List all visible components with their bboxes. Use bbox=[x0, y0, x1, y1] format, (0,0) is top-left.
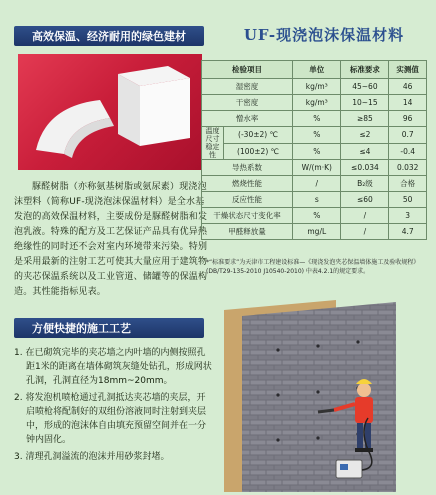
cell-group-dimension-stability: 温度尺寸稳定性 bbox=[202, 127, 224, 160]
cell-unit: % bbox=[293, 143, 341, 160]
cell-standard: 45~60 bbox=[341, 79, 389, 95]
table-row bbox=[202, 79, 427, 95]
cell-unit: mg/L bbox=[293, 224, 341, 240]
list-item: 3. 清理孔洞溢流的泡沫并用砂浆封堵。 bbox=[14, 452, 170, 462]
cell-standard: 10~15 bbox=[341, 95, 389, 111]
table-row bbox=[202, 176, 427, 192]
cell-item: 湿密度 bbox=[202, 79, 293, 95]
cell-item: (-30±2) ℃ bbox=[224, 127, 293, 144]
header-measured: 实测值 bbox=[389, 61, 427, 79]
construction-steps bbox=[14, 346, 212, 467]
list-item: 1. 在已砌筑完毕的夹芯墙之内叶墙的内侧按照孔距1米的距离在墙体砌筑灰缝处钻孔，形成网状孔洞，孔洞直径为18mm~20mm。 bbox=[14, 348, 212, 386]
cell-unit: W/(m·K) bbox=[293, 160, 341, 176]
cell-unit: % bbox=[293, 127, 341, 144]
cell-measured: 3 bbox=[389, 208, 427, 224]
header-standard: 标准要求 bbox=[341, 61, 389, 79]
cell-item: 甲醛释放量 bbox=[202, 224, 293, 240]
cell-standard: ≤0.034 bbox=[341, 160, 389, 176]
cell-measured: 合格 bbox=[389, 176, 427, 192]
cell-item: 干燥状态尺寸变化率 bbox=[202, 208, 293, 224]
header-item: 检验项目 bbox=[202, 61, 293, 79]
table-row bbox=[202, 143, 427, 160]
cell-measured: 0.032 bbox=[389, 160, 427, 176]
list-item: 2. 将发泡机喷枪通过孔洞抵达夹芯墙的夹层，开启喷枪将配制好的双组份溶液同时注射到夹层中，形成的泡沫体自由填充预留空间并在一分钟内固化。 bbox=[14, 393, 207, 445]
section-banner-green-material bbox=[14, 26, 204, 46]
worker-wall-illustration bbox=[218, 300, 432, 492]
cell-measured: -0.4 bbox=[389, 143, 427, 160]
intro-paragraph: 脲醛树脂（亦称氨基树脂或氨尿素）现浇泡沫塑料（简称UF-现浇泡沫保温材料）是全水基发泡的高效保温材料，主要成份是脲醛树脂和发泡乳液。特殊的配方及工艺保证产品具有优异热绝缘性的同时还不会对室内环境带来污染。特别是采用最新的注射工艺可使其大量应用于建筑物的夹芯保温系统以及工业管道、储罐等的保温构造。其性能指标见表。 bbox=[14, 182, 208, 297]
cell-standard: B₂级 bbox=[341, 176, 389, 192]
banner-text: 高效保温、经济耐用的绿色建材 bbox=[32, 30, 186, 43]
section-banner-construction bbox=[14, 318, 204, 338]
table-row bbox=[202, 111, 427, 127]
cell-measured: 96 bbox=[389, 111, 427, 127]
table-row bbox=[202, 208, 427, 224]
header-unit: 单位 bbox=[293, 61, 341, 79]
cell-unit: % bbox=[293, 111, 341, 127]
cell-standard: ≤2 bbox=[341, 127, 389, 144]
construction-illustration bbox=[218, 300, 432, 492]
table-row bbox=[202, 95, 427, 111]
cell-unit: kg/m³ bbox=[293, 95, 341, 111]
product-title: UF-现浇泡沫保温材料 bbox=[243, 26, 405, 44]
cell-unit: % bbox=[293, 208, 341, 224]
cell-measured: 14 bbox=[389, 95, 427, 111]
cell-item: 憎水率 bbox=[202, 111, 293, 127]
cell-measured: 50 bbox=[389, 192, 427, 208]
product-photo bbox=[18, 54, 202, 170]
table-row bbox=[202, 224, 427, 240]
cell-item: 燃烧性能 bbox=[202, 176, 293, 192]
table-row bbox=[202, 192, 427, 208]
cell-measured: 46 bbox=[389, 79, 427, 95]
cell-standard: ≥85 bbox=[341, 111, 389, 127]
cell-standard: / bbox=[341, 208, 389, 224]
banner-text: 方便快捷的施工工艺 bbox=[32, 322, 131, 335]
standard-footnote: *“标准要求”为天津市工程建设标准—《现浇发泡夹芯保温墙体施工及验收规程》(DB/T29-135-2010 J10540-2010) 中表4.2.1的规定要求。 bbox=[206, 259, 420, 275]
cell-standard: / bbox=[341, 224, 389, 240]
cell-item: 导热系数 bbox=[202, 160, 293, 176]
table-row bbox=[202, 127, 427, 144]
spec-table bbox=[201, 60, 427, 240]
cell-standard: ≤60 bbox=[341, 192, 389, 208]
cell-standard: ≤4 bbox=[341, 143, 389, 160]
cell-item: 干密度 bbox=[202, 95, 293, 111]
cell-unit: kg/m³ bbox=[293, 79, 341, 95]
cell-measured: 0.7 bbox=[389, 127, 427, 144]
foam-blocks-illustration bbox=[18, 54, 202, 170]
cell-unit: s bbox=[293, 192, 341, 208]
cell-unit: / bbox=[293, 176, 341, 192]
cell-item: 反应性能 bbox=[202, 192, 293, 208]
table-header-row bbox=[202, 61, 427, 79]
cell-measured: 4.7 bbox=[389, 224, 427, 240]
table-row bbox=[202, 160, 427, 176]
cell-item: (100±2) ℃ bbox=[224, 143, 293, 160]
